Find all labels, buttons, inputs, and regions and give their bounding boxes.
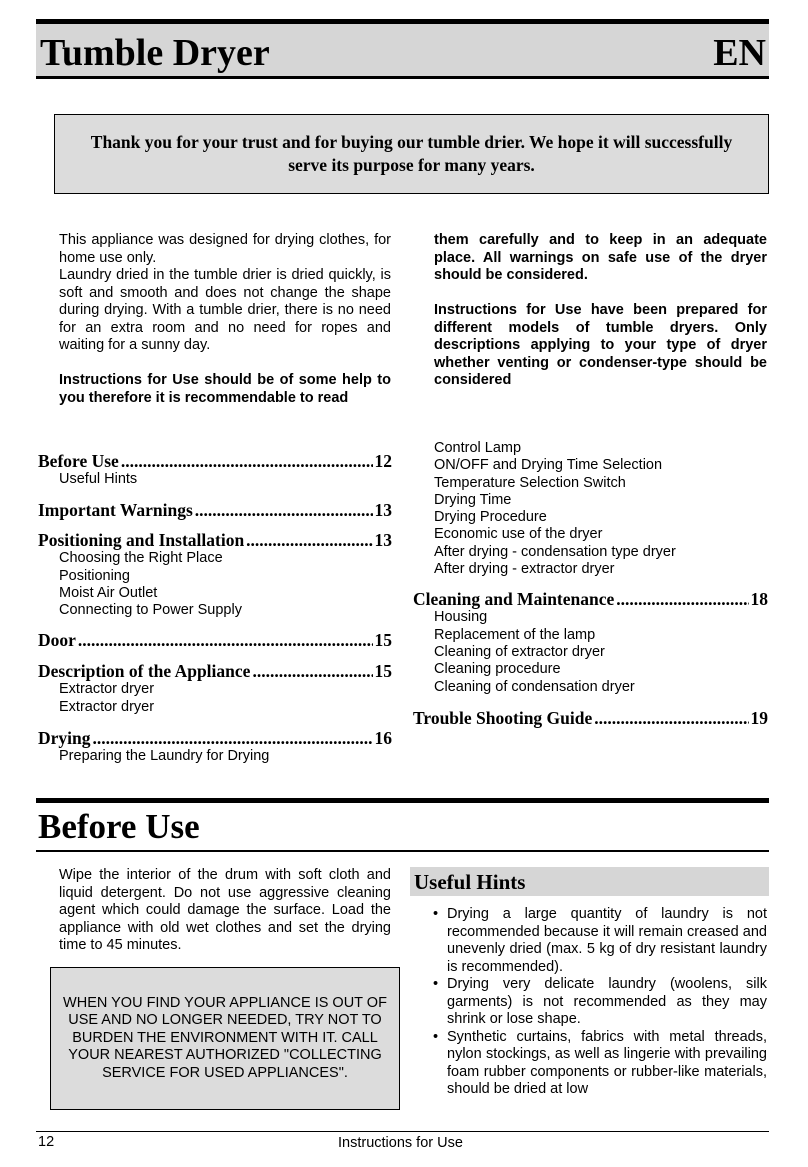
useful-hints-title: Useful Hints	[414, 870, 526, 894]
intro-paragraph-3a: Instructions for Use should be of some help to you therefore it is recommendable to read	[59, 372, 391, 406]
toc-sub-power-supply[interactable]: Connecting to Power Supply	[59, 602, 242, 619]
toc-entry-title: Positioning and Installation	[38, 530, 245, 551]
toc-sub-useful-hints[interactable]: Useful Hints	[59, 471, 138, 487]
footer-title: Instructions for Use	[338, 1135, 463, 1151]
toc-entry-positioning[interactable]	[38, 530, 392, 550]
toc-leader-dots	[594, 708, 748, 728]
toc-leader-dots	[78, 630, 373, 650]
toc-entry-title: Door	[38, 630, 76, 651]
page-number: 12	[38, 1134, 55, 1150]
toc-sub-moist-air-outlet[interactable]: Moist Air Outlet	[59, 584, 158, 601]
section-bottom-rule	[36, 850, 769, 852]
list-item: • Drying a large quantity of laundry is not recommended because it will remain creased and unevenly dried (max. 5 kg of dry resistant laundry is recommended).	[432, 906, 767, 976]
toc-entry-page: 12	[374, 451, 392, 471]
toc-left-column	[38, 451, 392, 765]
toc-sub-drying-time[interactable]: Drying Time	[434, 491, 512, 508]
language-code: EN	[713, 32, 766, 74]
list-item: • Synthetic curtains, fabrics with metal threads, nylon stockings, as well as lingerie with prevailing foam rubber components or rubber-like materials, should be dried at low	[432, 1029, 767, 1099]
toc-entry-page: 15	[374, 661, 392, 682]
toc-entry-title: Important Warnings	[38, 500, 193, 521]
toc-sub-on-off[interactable]: ON/OFF and Drying Time Selection	[434, 457, 663, 474]
footer-rule	[36, 1131, 769, 1132]
toc-leader-dots	[195, 500, 373, 520]
toc-sub-after-drying-condensation[interactable]: After drying - condensation type dryer	[434, 543, 676, 560]
toc-sub-choosing-place[interactable]: Choosing the Right Place	[59, 550, 223, 567]
toc-sub-economic-use[interactable]: Economic use of the dryer	[434, 526, 603, 543]
section-top-rule	[36, 798, 769, 803]
toc-sub-positioning[interactable]: Positioning	[59, 567, 130, 584]
toc-entry-title: Before Use	[38, 451, 119, 471]
toc-entry-title: Drying	[38, 728, 91, 749]
toc-sub-extractor-dryer[interactable]: Extractor dryer	[59, 681, 155, 698]
toc-entry-page: 13	[374, 500, 392, 521]
toc-sub-housing[interactable]: Housing	[434, 609, 488, 626]
section-title: Before Use	[38, 807, 200, 846]
toc-entry-important-warnings[interactable]	[38, 500, 392, 520]
toc-sub-cleaning-extractor[interactable]: Cleaning of extractor dryer	[434, 643, 605, 660]
toc-leader-dots	[616, 589, 748, 609]
toc-entry-page: 18	[750, 589, 768, 610]
toc-leader-dots	[246, 530, 372, 550]
toc-right-column	[413, 440, 768, 728]
toc-entry-drying[interactable]	[38, 728, 392, 748]
intro-left-column	[59, 232, 391, 407]
toc-sub-cleaning-condensation[interactable]: Cleaning of condensation dryer	[434, 678, 635, 695]
intro-paragraph-4: Instructions for Use have been prepared for different models of tumble dryers. Only descriptions applying to your type of dryer whether venting or condenser-type should be considered	[434, 302, 767, 388]
toc-leader-dots	[121, 451, 373, 471]
thank-you-text: Thank you for your trust and for buying our tumble drier. We hope it will successfully serve its purpose for many years.	[90, 132, 733, 175]
toc-entry-trouble-shooting[interactable]	[413, 708, 768, 728]
toc-entry-title: Cleaning and Maintenance	[413, 589, 615, 610]
intro-paragraph-2: Laundry dried in the tumble drier is dried quickly, is soft and smooth and does not change the shape during drying. With a tumble drier, there is no need for an extra room and no need for ropes and waiting for a sunny day.	[59, 267, 391, 353]
toc-entry-page: 19	[750, 707, 768, 728]
list-item: • Drying very delicate laundry (woolens, silk garments) is not recommended as they may shrink or lose shape.	[432, 976, 767, 1029]
toc-entry-description[interactable]	[38, 661, 392, 681]
toc-sub-preparing-laundry[interactable]: Preparing the Laundry for Drying	[59, 748, 270, 765]
page-title: Tumble Dryer	[40, 32, 270, 74]
toc-entry-page: 16	[374, 728, 392, 749]
intro-right-column	[434, 232, 767, 390]
useful-hints-list	[432, 906, 767, 1099]
toc-entry-page: 13	[374, 530, 392, 551]
toc-entry-title: Description of the Appliance	[38, 661, 251, 682]
environment-notice-box	[50, 967, 400, 1110]
toc-entry-page: 15	[374, 630, 392, 651]
toc-entry-before-use[interactable]	[38, 451, 392, 471]
toc-sub-cleaning-procedure[interactable]: Cleaning procedure	[434, 661, 561, 678]
toc-sub-control-lamp[interactable]: Control Lamp	[434, 440, 522, 456]
intro-paragraph-3b: them carefully and to keep in an adequate place. All warnings on safe use of the dryer should be considered.	[434, 232, 767, 283]
toc-sub-extractor-dryer[interactable]: Extractor dryer	[59, 698, 155, 715]
toc-sub-after-drying-extractor[interactable]: After drying - extractor dryer	[434, 561, 615, 578]
environment-notice-text: WHEN YOU FIND YOUR APPLIANCE IS OUT OF USE AND NO LONGER NEEDED, TRY NOT TO BURDEN THE ENVIRONMENT WITH IT. CALL YOUR NEAREST AUTHORIZED "COLLECTING SERVICE FOR USED APPLIANCES".	[63, 994, 387, 1081]
before-use-text: Wipe the interior of the drum with soft cloth and liquid detergent. Do not use aggressive cleaning agent which could damage the surface. Load the appliance with old wet clothes and set the drying time to 45 minutes.	[59, 867, 391, 953]
toc-sub-lamp-replacement[interactable]: Replacement of the lamp	[434, 626, 596, 643]
intro-paragraph-1: This appliance was designed for drying clothes, for home use only.	[59, 232, 391, 266]
toc-sub-temperature-switch[interactable]: Temperature Selection Switch	[434, 474, 626, 491]
toc-entry-cleaning[interactable]	[413, 589, 768, 609]
toc-entry-title: Trouble Shooting Guide	[413, 707, 593, 728]
toc-leader-dots	[252, 661, 372, 681]
toc-sub-drying-procedure[interactable]: Drying Procedure	[434, 509, 547, 526]
thank-you-box	[54, 114, 769, 194]
toc-entry-door[interactable]	[38, 630, 392, 650]
toc-leader-dots	[93, 728, 373, 748]
